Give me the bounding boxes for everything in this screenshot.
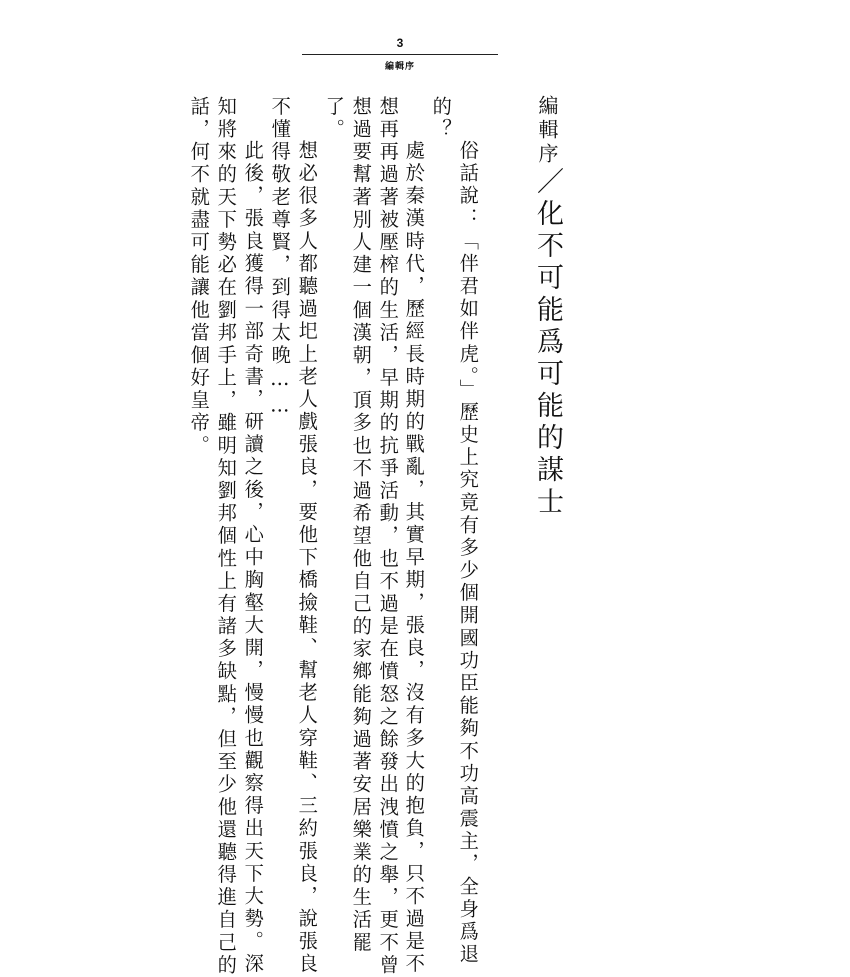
paragraph-1-line-2: 的？	[429, 96, 453, 142]
paragraph-2-line-2: 想再再過著被壓榨的生活，早期的抗爭活動，也不過是在憤怒之餘發出洩憤之舉，更不曾	[376, 96, 400, 977]
paragraph-4-line-2: 知將來的天下勢必在劉邦手上，雖明知劉邦個性上有諸多缺點，但至少他還聽得進自己的	[214, 96, 238, 977]
title-separator: ／	[532, 167, 563, 199]
paragraph-2-line-3: 想過要幫著別人建一個漢朝，頂多也不過希望他自己的家鄉能夠過著安居樂業的生活罷	[349, 96, 373, 955]
title-kicker: 編輯序	[535, 95, 559, 167]
title-main: 化不可能爲可能的謀士	[532, 199, 563, 519]
running-head: 編輯序	[384, 62, 415, 72]
paragraph-3-line-2: 不懂得敬老尊賢，到得太晚……	[268, 96, 292, 420]
chapter-title	[534, 95, 561, 519]
paragraph-1-line-1: 俗話說：「伴君如伴虎。」歷史上究竟有多少個開國功臣能夠不功高震主，全身爲退	[456, 140, 480, 967]
header-rule	[302, 54, 498, 55]
paragraph-3-line-1: 想必很多人都聽過圯上老人戲張良，要他下橋撿鞋、幫老人穿鞋、三約張良，說張良	[295, 140, 319, 976]
paragraph-2-line-1: 處於秦漢時代，歷經長時期的戰亂，其實早期，張良，沒有多大的抱負，只不過是不	[402, 140, 426, 976]
page-number: 3	[396, 36, 404, 50]
paragraph-2-line-4: 了。	[322, 96, 346, 142]
paragraph-4-line-3: 話，何不就盡可能讓他當個好皇帝。	[187, 96, 211, 458]
paragraph-4-line-1: 此後，張良獲得一部奇書，研讀之後，心中胸壑大開，慢慢也觀察得出天下大勢。深	[241, 140, 265, 976]
